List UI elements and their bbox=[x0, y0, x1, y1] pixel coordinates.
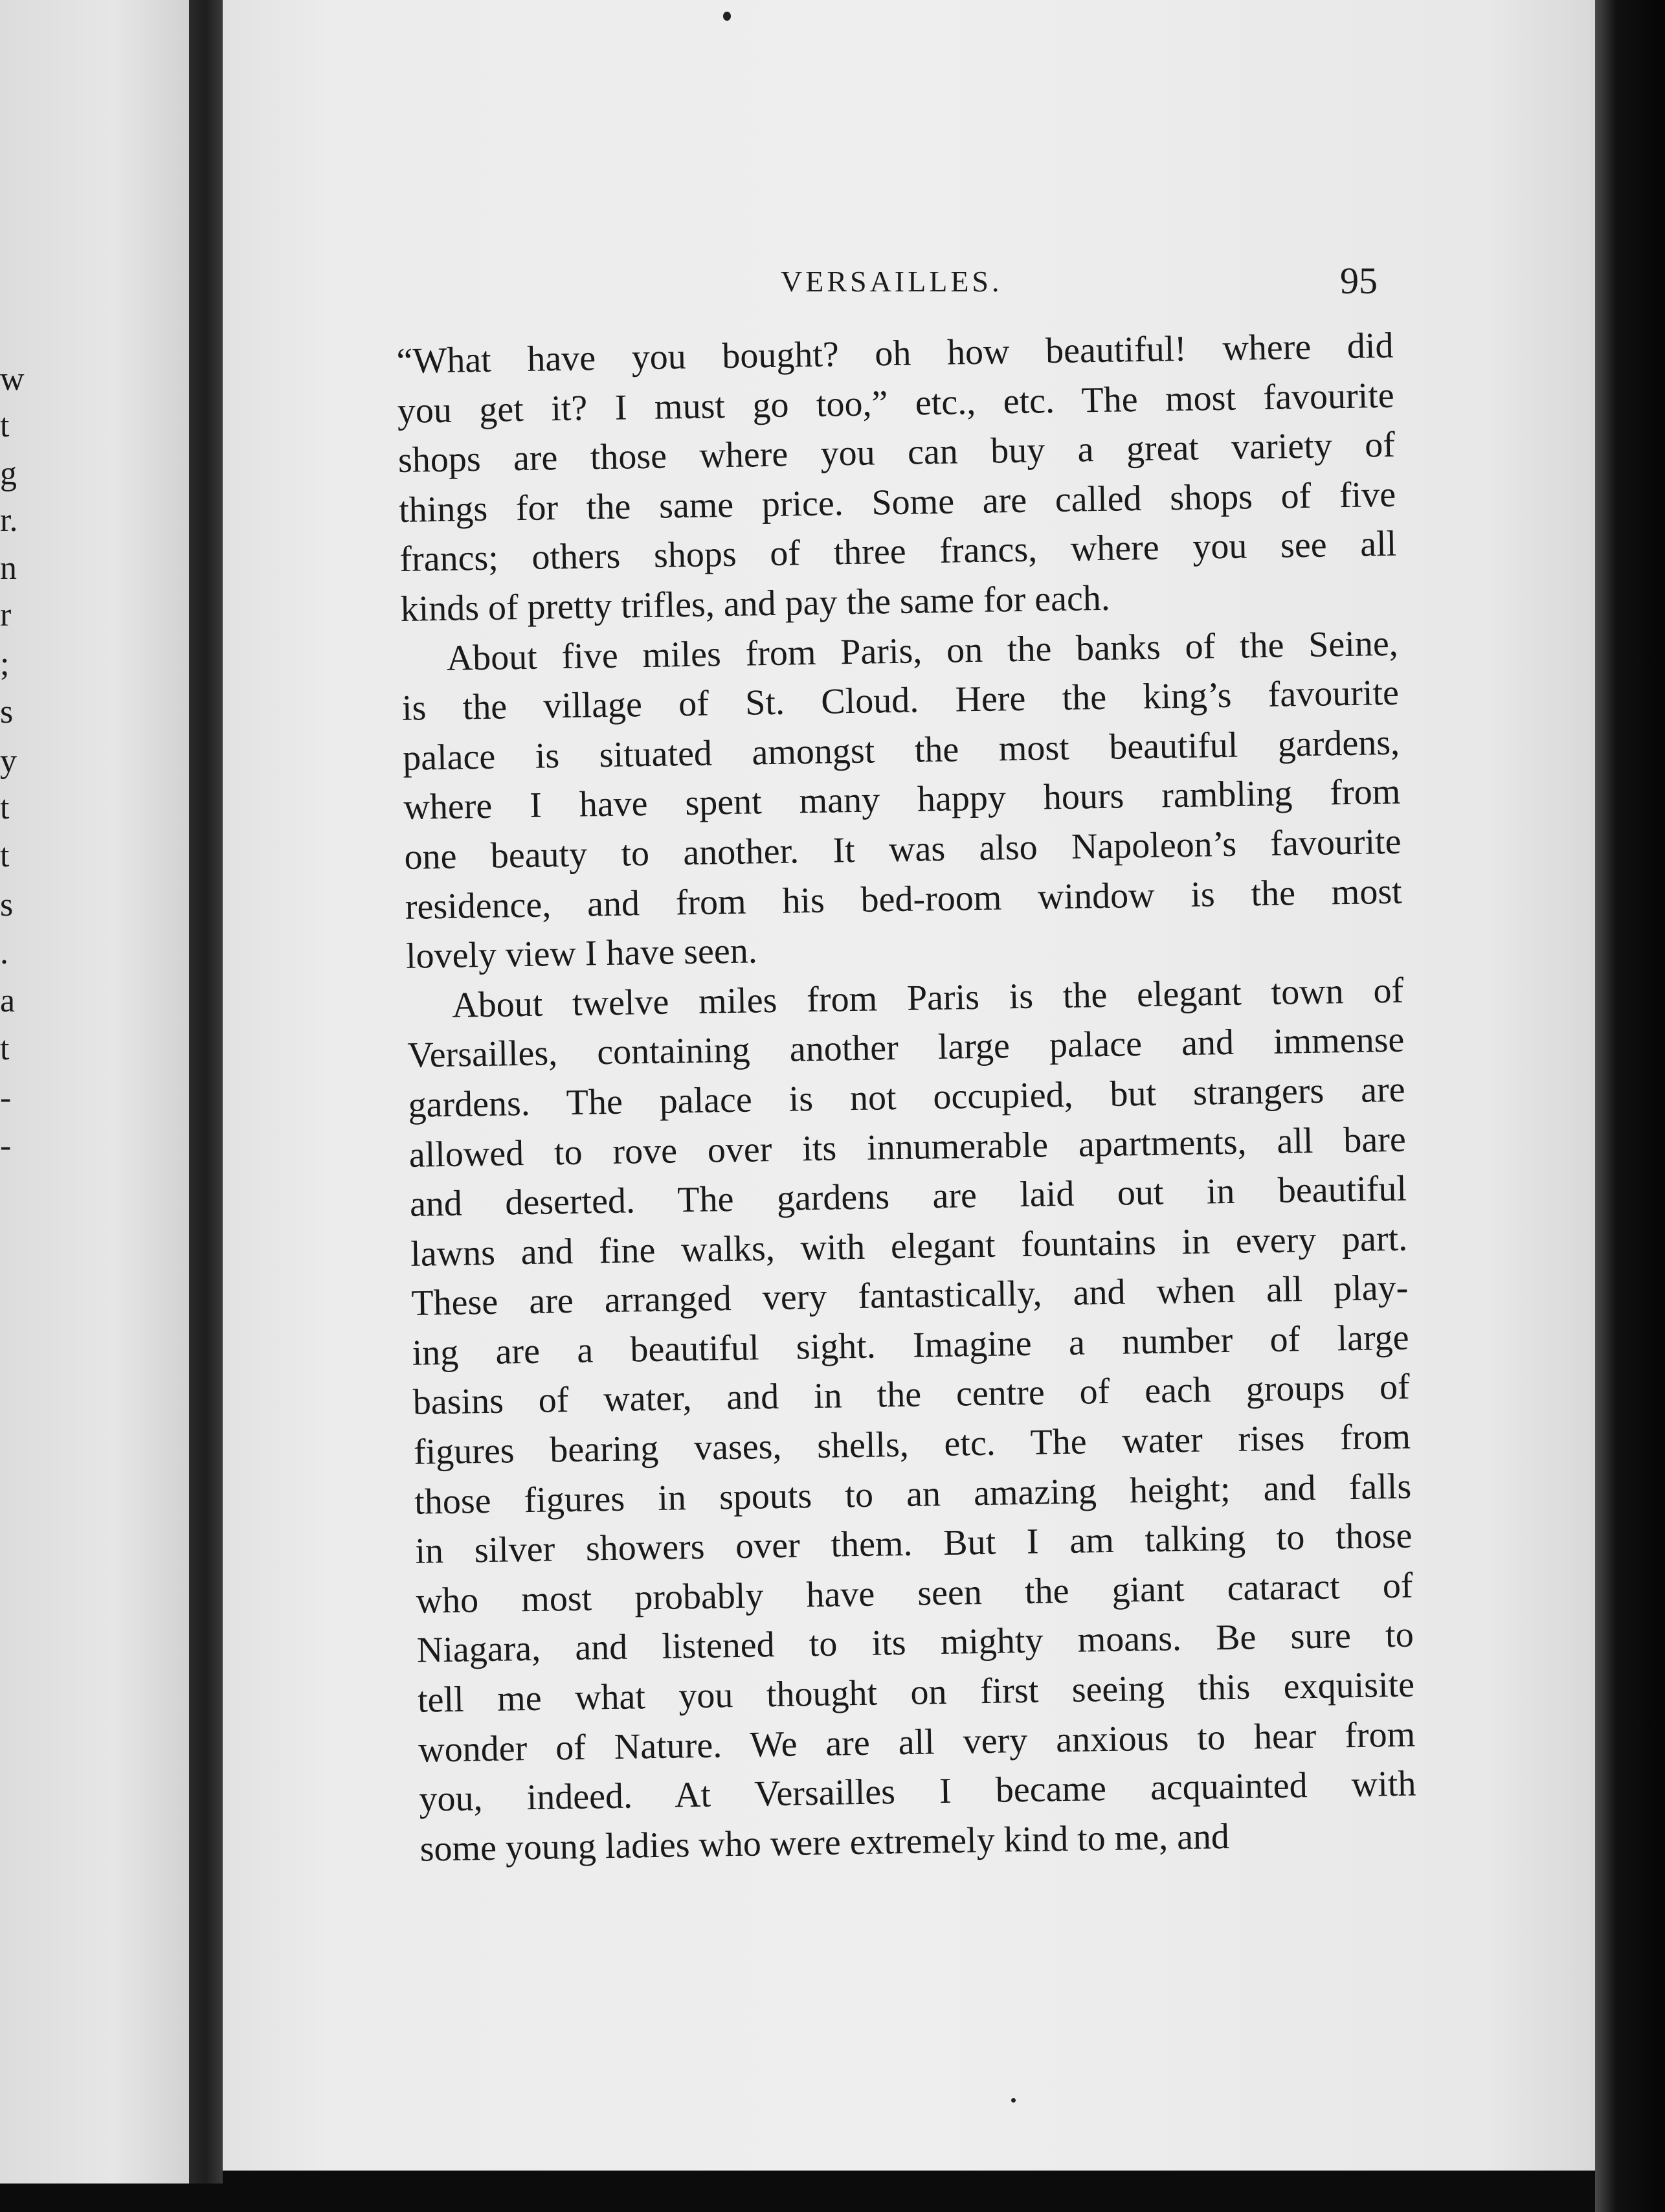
left-page-fragment: r bbox=[0, 596, 12, 633]
text-line: gardens. The palace is not occupied, but strangers are bbox=[408, 1069, 1405, 1125]
text-line: one beauty to another. It was also Napoleon’s favourite bbox=[404, 821, 1402, 877]
left-page-fragment: t bbox=[0, 789, 10, 826]
text-line: those figures in spouts to an amazing height; and falls bbox=[414, 1466, 1412, 1522]
left-page-fragment: t bbox=[0, 407, 10, 444]
left-page-fragment: w bbox=[0, 361, 25, 398]
text-line: you get it? I must go too,” etc., etc. The most favourite bbox=[397, 375, 1395, 431]
text-line: allowed to rove over its innumerable apartments, all bare bbox=[408, 1119, 1407, 1175]
text-line: in silver showers over them. But I am talking to those bbox=[414, 1515, 1413, 1572]
text-line: About five miles from Paris, on the banks of the Seine, bbox=[446, 623, 1399, 679]
text-line: things for the same price. Some are called shops of five bbox=[398, 474, 1396, 530]
left-page-fragment: r. bbox=[0, 502, 18, 539]
text-line: These are arranged very fantastically, and when all play- bbox=[410, 1267, 1409, 1324]
text-line: who most probably have seen the giant cataract of bbox=[416, 1565, 1413, 1621]
paragraph bbox=[396, 321, 1398, 635]
book-gutter bbox=[189, 0, 223, 2184]
text-line: About twelve miles from Paris is the elegant town of bbox=[451, 970, 1404, 1026]
text-line: figures bearing vases, shells, etc. The water rises from bbox=[413, 1416, 1411, 1473]
paragraph bbox=[407, 965, 1417, 1874]
left-page-fragment: t bbox=[0, 1030, 10, 1067]
left-page-fragment: g bbox=[0, 455, 17, 492]
text-line: where I have spent many happy hours rambling from bbox=[403, 772, 1401, 828]
text-line: Versailles, containing another large palace and immense bbox=[407, 1019, 1405, 1076]
text-line: is the village of St. Cloud. Here the king’s favourite bbox=[401, 672, 1400, 729]
text-line: francs; others shops of three francs, where you see all bbox=[399, 524, 1397, 580]
left-page-fragment: s bbox=[0, 694, 14, 730]
left-page-fragment: t bbox=[0, 837, 10, 874]
left-page-fragment: . bbox=[0, 934, 8, 971]
text-line: tell me what you thought on first seeing this exquisite bbox=[417, 1664, 1415, 1721]
left-page-fragment: ; bbox=[0, 646, 10, 683]
scan-speck bbox=[1011, 2098, 1016, 2103]
text-line: basins of water, and in the centre of each groups of bbox=[412, 1367, 1411, 1423]
text-line: and deserted. The gardens are laid out in beautiful bbox=[409, 1168, 1407, 1224]
page-number: 95 bbox=[1340, 260, 1378, 302]
text-line: some young ladies who were extremely kind to me, and bbox=[419, 1816, 1230, 1869]
left-page-fragment: a bbox=[0, 982, 16, 1019]
paragraph bbox=[401, 618, 1403, 981]
left-page-strip bbox=[0, 0, 189, 2184]
text-line: Niagara, and listened to its mighty moans. Be sure to bbox=[416, 1615, 1414, 1671]
left-page-fragment: n bbox=[0, 550, 17, 587]
body-text bbox=[396, 321, 1417, 1874]
text-line: shops are those where you can buy a great variety of bbox=[397, 424, 1396, 481]
text-line: kinds of pretty trifles, and pay the same for each. bbox=[400, 578, 1111, 629]
text-line: “What have you bought? oh how beautiful! where did bbox=[396, 325, 1394, 381]
left-page-fragment: - bbox=[0, 1127, 12, 1164]
running-head: VERSAILLES. bbox=[781, 265, 1003, 298]
book-right-edge bbox=[1595, 0, 1665, 2212]
left-page-fragment: - bbox=[0, 1079, 12, 1116]
text-line: lawns and fine walks, with elegant fountains in every part. bbox=[410, 1218, 1408, 1274]
text-line: you, indeed. At Versailles I became acquainted with bbox=[418, 1763, 1416, 1820]
text-line: lovely view I have seen. bbox=[405, 931, 758, 977]
text-line: wonder of Nature. We are all very anxious to hear from bbox=[418, 1714, 1416, 1770]
text-line: ing are a beautiful sight. Imagine a number of large bbox=[412, 1317, 1409, 1373]
left-page-fragment: y bbox=[0, 743, 17, 780]
scan-speck bbox=[723, 12, 731, 21]
text-line: residence, and from his bed-room window is the most bbox=[405, 871, 1403, 927]
left-page-fragment: s bbox=[0, 886, 14, 923]
text-line: palace is situated amongst the most beautiful gardens, bbox=[402, 722, 1400, 778]
